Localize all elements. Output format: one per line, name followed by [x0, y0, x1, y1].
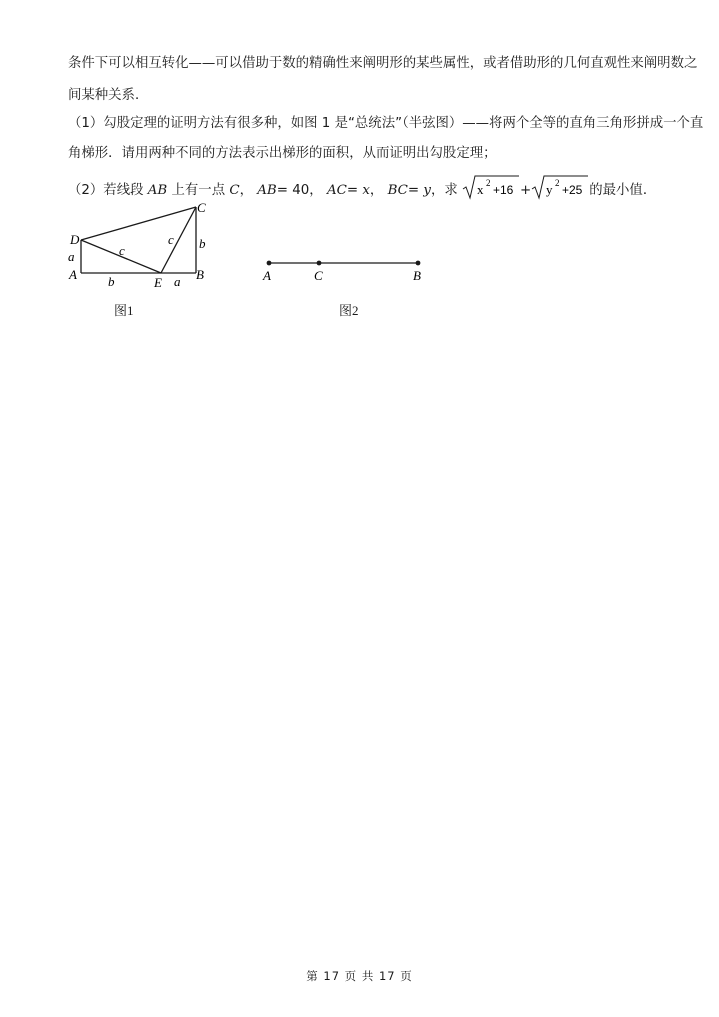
sqrt-expression-2 [531, 174, 589, 200]
figure-1-caption: 图1 [114, 303, 134, 318]
segment-ec [161, 207, 196, 273]
point-b-label: B [196, 267, 204, 282]
question-2-line: （2）若线段 AB 上有一点 C， AB= 40， AC= x， BC= y，求 x 2 +16 + y 2 +25 的最小值． [68, 174, 656, 201]
q2-cond3-name: BC [387, 183, 408, 198]
figure-1-trapezoid [60, 196, 220, 296]
side-b-right-label: b [199, 236, 206, 251]
page-footer: 第 17 页 共 17 页 [306, 969, 413, 983]
q2-cond3-eq: = [407, 183, 424, 198]
point-d-label: D [70, 232, 80, 247]
question-1-line-2: 角梯形．请用两种不同的方法表示出梯形的面积，从而证明出勾股定理； [68, 146, 497, 161]
point-a-dot [267, 261, 272, 266]
sqrt1-exp: 2 [486, 178, 491, 188]
side-a-bottom-label: a [174, 274, 181, 289]
side-a-left-label: a [68, 249, 75, 264]
sqrt1-var: x [477, 182, 484, 197]
q2-x: x [362, 183, 370, 198]
sqrt-sign-icon [462, 174, 520, 200]
sqrt-expression-1 [462, 174, 520, 200]
q2-cond2-name: AC [326, 183, 347, 198]
side-cd [81, 207, 196, 240]
q2-cond1-name: AB [257, 183, 277, 198]
point-c-label: C [197, 200, 206, 215]
q2-cond2-eq: = [346, 183, 363, 198]
q2-cond1-value: = 40， [276, 183, 323, 198]
point-a-label: A [263, 268, 271, 283]
q2-ask: ，求 [430, 183, 458, 198]
text-line-2: 间某种关系． [68, 88, 149, 103]
point-c-label: C [314, 268, 323, 283]
point-a-label: A [69, 267, 77, 282]
text-line-1: 条件下可以相互转化——可以借助于数的精确性来阐明形的某些属性，或者借助形的几何直观性来阐明数之 [68, 56, 698, 71]
question-1-line-1: （1）勾股定理的证明方法有很多种，如图 1 是“总统法”（半弦图）——将两个全等的直角三角形拼成一个直 [68, 116, 704, 131]
figure-2-caption: 图2 [339, 303, 359, 318]
sqrt1-tail: +16 [493, 183, 514, 197]
q2-mid: 上有一点 [171, 183, 226, 198]
side-c2-label: c [168, 232, 174, 247]
q2-suffix: 的最小值． [589, 183, 657, 198]
q2-segment-ab: AB [147, 183, 168, 198]
point-c-dot [317, 261, 322, 266]
plus-sign: + [520, 183, 532, 198]
point-e-label: E [154, 275, 162, 290]
q2-y: y [423, 183, 431, 198]
q2-prefix: （2）若线段 [68, 183, 144, 198]
sqrt-sign-icon [531, 174, 589, 200]
side-c1-label: c [119, 243, 125, 258]
q2-point-c: C [229, 183, 240, 198]
sqrt2-tail: +25 [562, 183, 583, 197]
point-b-label: B [413, 268, 421, 283]
side-b-bottom-label: b [108, 274, 115, 289]
point-b-dot [416, 261, 421, 266]
sqrt2-exp: 2 [555, 178, 560, 188]
sqrt2-var: y [546, 182, 553, 197]
figure-2-segment [258, 252, 430, 286]
